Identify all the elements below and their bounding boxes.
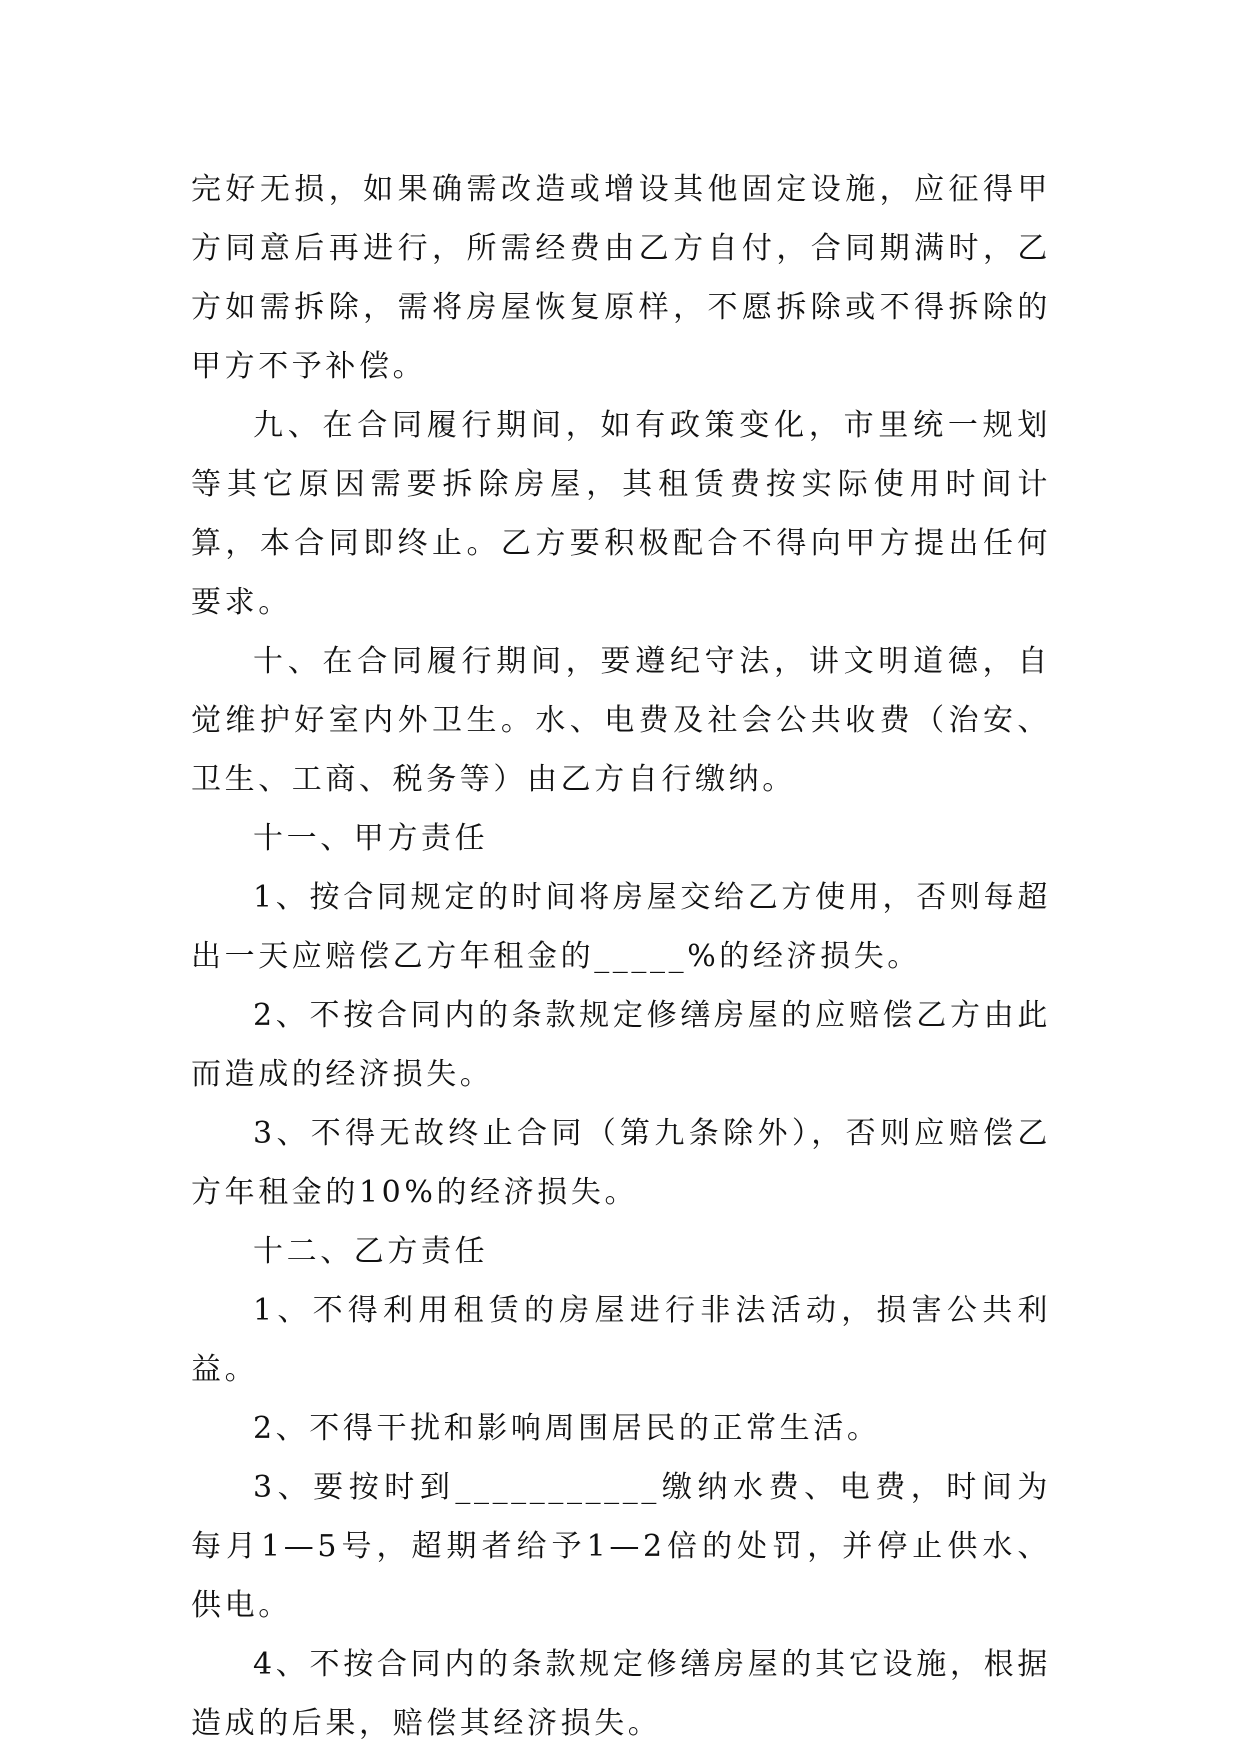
clause-12-item-1: 1、不得利用租赁的房屋进行非法活动，损害公共利益。 xyxy=(191,1293,1051,1387)
clause-11-item-3: 3、不得无故终止合同（第九条除外），否则应赔偿乙方年租金的10%的经济损失。 xyxy=(191,1116,1051,1210)
clause-10: 十、在合同履行期间，要遵纪守法，讲文明道德，自觉维护好室内外卫生。水、电费及社会公共收费（治安、卫生、工商、税务等）由乙方自行缴纳。 xyxy=(191,644,1051,797)
clause-9: 九、在合同履行期间，如有政策变化，市里统一规划等其它原因需要拆除房屋，其租赁费按实际使用时间计算，本合同即终止。乙方要积极配合不得向甲方提出任何要求。 xyxy=(191,408,1051,620)
clause-12-item-2: 2、不得干扰和影响周围居民的正常生活。 xyxy=(253,1411,881,1446)
paragraph-continuation: 完好无损，如果确需改造或增设其他固定设施，应征得甲方同意后再进行，所需经费由乙方自付，合同期满时，乙方如需拆除，需将房屋恢复原样，不愿拆除或不得拆除的甲方不予补偿。 xyxy=(191,172,1051,384)
clause-11-item-1: 1、按合同规定的时间将房屋交给乙方使用，否则每超出一天应赔偿乙方年租金的_____%的经济损失。 xyxy=(191,880,1051,974)
clause-12-heading: 十二、乙方责任 xyxy=(253,1234,489,1269)
clause-12-item-4: 4、不按合同内的条款规定修缮房屋的其它设施，根据造成的后果，赔偿其经济损失。 xyxy=(191,1647,1051,1741)
clause-11-heading: 十一、甲方责任 xyxy=(253,821,489,856)
clause-12-item-3: 3、要按时到___________缴纳水费、电费，时间为每月1—5号，超期者给予1—2倍的处罚，并停止供水、供电。 xyxy=(191,1470,1051,1623)
document-body xyxy=(191,160,1051,1753)
clause-11-item-2: 2、不按合同内的条款规定修缮房屋的应赔偿乙方由此而造成的经济损失。 xyxy=(191,998,1051,1092)
